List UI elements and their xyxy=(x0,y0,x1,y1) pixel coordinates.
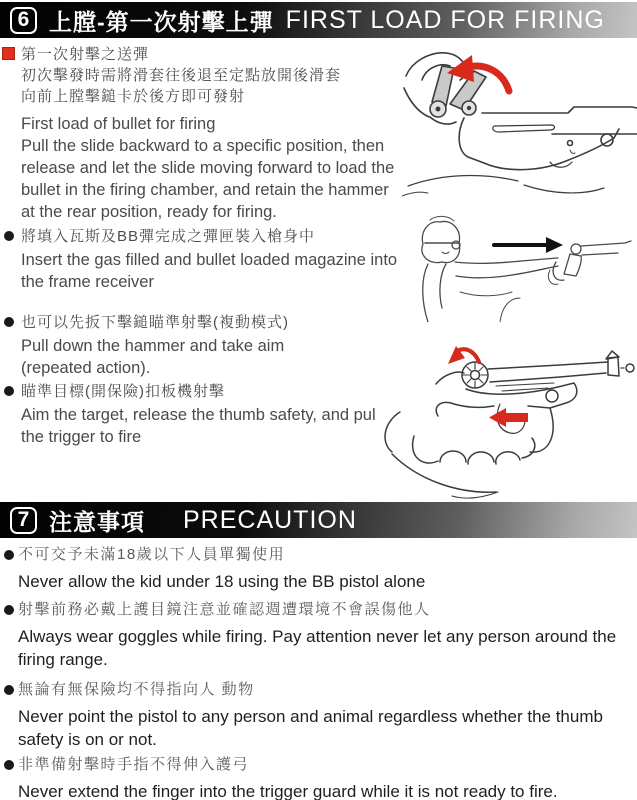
precaution1-chinese: 不可交予未滿18歲以下人員單獨使用 xyxy=(18,546,286,563)
load-step-2 xyxy=(2,226,410,293)
load-step-3 xyxy=(2,312,410,379)
precaution4-english: Never extend the finger into the trigger guard while it is not ready to fire. xyxy=(18,782,558,800)
step1-english: First load of bullet for firing Pull the slide backward to a specific position, then release and let the slide moving forward to load the bullet in the firing chamber, and retain the hammer at the rear position, ready for firing. xyxy=(21,115,395,221)
section6-title-zh: 上膛-第一次射擊上彈 xyxy=(49,8,274,35)
precaution-item xyxy=(2,755,632,800)
section7-header xyxy=(0,502,637,538)
load-step-4 xyxy=(2,381,410,448)
section7-title-en: PRECAUTION xyxy=(183,505,357,534)
section7-title-zh: 注意事項 xyxy=(49,508,145,535)
circle-bullet-icon xyxy=(4,231,14,241)
step4-chinese: 瞄準目標(開保險)扣板機射擊 xyxy=(21,383,225,400)
left-arrow-icon xyxy=(489,408,528,427)
step3-english: Pull down the hammer and take aim (repeated action). xyxy=(21,337,285,377)
circle-bullet-icon xyxy=(4,550,14,560)
circle-bullet-icon xyxy=(4,605,14,615)
circle-bullet-icon xyxy=(4,760,14,770)
firing-illustration xyxy=(378,342,637,500)
section6-title-en: FIRST LOAD FOR FIRING xyxy=(285,5,605,34)
step2-english: Insert the gas filled and bullet loaded magazine into the frame receiver xyxy=(21,251,398,291)
precaution-item xyxy=(2,545,632,593)
section7-number-badge: 7 xyxy=(10,507,37,534)
precaution3-english: Never point the pistol to any person and animal regardless whether the thumb safety is on or not. xyxy=(18,707,603,749)
step1-chinese: 第一次射擊之送彈 初次擊發時需將滑套往後退至定點放開後滑套 向前上膛擊鎚卡於後方即可發射 xyxy=(21,46,342,105)
circle-bullet-icon xyxy=(4,386,14,396)
load-step-1 xyxy=(2,44,410,223)
circle-bullet-icon xyxy=(4,317,14,327)
red-square-bullet-icon xyxy=(2,47,15,60)
precaution2-chinese: 射擊前務必戴上護目鏡注意並確認週遭環境不會誤傷他人 xyxy=(18,601,431,618)
circle-bullet-icon xyxy=(4,685,14,695)
step2-chinese: 將填入瓦斯及BB彈完成之彈匣裝入槍身中 xyxy=(21,228,316,245)
aiming-illustration xyxy=(400,212,637,322)
precaution3-chinese: 無論有無保險均不得指向人 動物 xyxy=(18,681,255,698)
toggle-pull-illustration xyxy=(402,46,637,210)
step3-chinese: 也可以先扳下擊鎚瞄準射擊(複動模式) xyxy=(21,314,289,331)
section6-header xyxy=(0,2,637,38)
precaution2-english: Always wear goggles while firing. Pay attention never let any person around the firing range. xyxy=(18,627,617,669)
step4-english: Aim the target, release the thumb safety, and pul the trigger to fire xyxy=(21,406,376,446)
section6-number-badge: 6 xyxy=(10,7,37,34)
precaution-item xyxy=(2,600,632,671)
precaution4-chinese: 非準備射擊時手指不得伸入護弓 xyxy=(18,756,250,773)
right-arrow-head-icon xyxy=(546,237,563,253)
precaution1-english: Never allow the kid under 18 using the BB pistol alone xyxy=(18,572,426,591)
precaution-item xyxy=(2,680,632,751)
